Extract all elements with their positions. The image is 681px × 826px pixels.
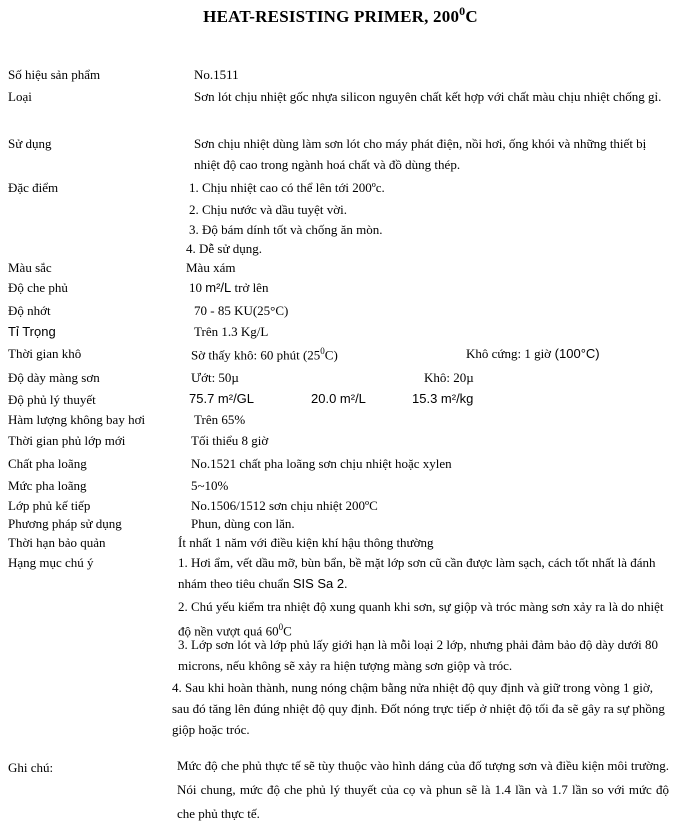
label-method: Phương pháp sử dụng xyxy=(8,516,122,531)
label-thinner: Chất pha loãng xyxy=(8,456,87,471)
label-thinner-ratio: Mức pha loãng xyxy=(8,478,87,493)
value-viscosity: 70 - 85 KU(25°C) xyxy=(194,303,289,318)
label-nonvolatile: Hàm lượng không bay hơi xyxy=(8,412,146,427)
value-coverage-gl: 75.7 m²/GL xyxy=(189,391,255,406)
label-theoretical-coverage: Độ phủ lý thuyết xyxy=(8,392,96,407)
label-features: Đặc điểm xyxy=(8,180,59,195)
value-nonvolatile: Trên 65% xyxy=(194,412,246,427)
note-item-2: 2. Chú yếu kiểm tra nhiệt độ xung quanh khi sơn, sự giộp và tróc màng sơn xảy ra là do nhiệt độ nền vượt quá $60^0C$ xyxy=(178,599,664,639)
label-density: Tỉ Trọng xyxy=(8,324,56,339)
label-remark: Ghi chú: xyxy=(8,760,54,775)
value-coverage-kg: 15.3 m²/kg xyxy=(412,391,474,406)
value-color: Màu xám xyxy=(186,260,236,275)
value-thinner: No.1521 chất pha loãng sơn chịu nhiệt hoặc xylen xyxy=(191,456,452,471)
label-viscosity: Độ nhớt xyxy=(8,303,51,318)
label-coverage: Độ che phủ xyxy=(8,280,68,295)
value-product-code: No.1511 xyxy=(194,67,239,82)
note-item-4: 4. Sau khi hoàn thành, nung nóng chậm bằng nửa nhiệt độ quy định và giữ trong vòng 1 giờ, sau đó tăng lên đúng nhiệt độ quy định. Đốt nóng trực tiếp ở nhiệt độ tối đa sẽ gây ra sự phồng giộp hoặc tróc. xyxy=(172,680,665,737)
value-method: Phun, dùng con lăn. xyxy=(191,516,295,531)
label-color: Màu sắc xyxy=(8,260,52,275)
value-next-coat: No.1506/1512 sơn chịu nhiệt 200ºC xyxy=(191,498,378,513)
value-remark: Mức độ che phủ thực tế sẽ tùy thuộc vào hình dáng của đố tượng sơn và điều kiện môi trường. Nói chung, mức độ che phủ lý thuyết của cọ và phun sẽ là 1.4 lần và 1.7 lần so với mức độ che phủ thực tế. xyxy=(177,758,669,821)
note-item-3: 3. Lớp sơn lót và lớp phủ lấy giới hạn là mỗi loại 2 lớp, nhưng phải đảm bảo độ dày dưới 80 microns, nếu không sẽ xảy ra hiện tượng màng sơn giộp và tróc. xyxy=(178,637,658,673)
value-dry-hard: Khô cứng: 1 giờ (100°C) xyxy=(466,346,600,361)
label-dry-time: Thời gian khô xyxy=(8,346,82,361)
feature-item-4: 4. Dễ sử dụng. xyxy=(186,241,263,256)
value-film-wet: Ướt: 50µ xyxy=(191,370,239,385)
label-shelf-life: Thời hạn bảo quản xyxy=(8,535,106,550)
feature-item-2: 2. Chịu nước và dầu tuyệt vời. xyxy=(189,202,347,217)
feature-item-1: 1. Chịu nhiệt cao có thể lên tới 200ºc. xyxy=(189,180,385,195)
value-thinner-ratio: 5~10% xyxy=(191,478,229,493)
value-coverage: 10 m²/L trở lên xyxy=(189,280,269,295)
label-recoat-time: Thời gian phủ lớp mới xyxy=(8,433,126,448)
document-title: HEAT-RESISTING PRIMER, $200^0C$ xyxy=(203,4,478,26)
feature-item-3: 3. Độ bám dính tốt và chống ăn mòn. xyxy=(189,222,383,237)
value-shelf-life: Ít nhất 1 năm với điều kiện khí hậu thông thường xyxy=(178,535,434,550)
note-item-1: 1. Hơi ẩm, vết dầu mỡ, bùn bẩn, bề mặt lớp sơn cũ cần được làm sạch, cách tốt nhất là đánh nhám theo tiêu chuẩn SIS Sa 2. xyxy=(178,555,656,591)
value-coverage-l: 20.0 m²/L xyxy=(311,391,366,406)
label-usage: Sử dụng xyxy=(8,136,52,151)
value-dry-touch: Sờ thấy khô: 60 phút $(25^0C)$ xyxy=(191,346,338,363)
label-product-code: Số hiệu sản phẩm xyxy=(8,67,101,82)
value-recoat-time: Tối thiểu 8 giờ xyxy=(191,433,269,448)
value-density: Trên 1.3 Kg/L xyxy=(194,324,269,339)
label-type: Loại xyxy=(8,89,32,104)
value-type: Sơn lót chịu nhiệt gốc nhựa silicon nguyên chất kết hợp với chất màu chịu nhiệt chống gỉ. xyxy=(194,89,662,104)
label-next-coat: Lớp phủ kế tiếp xyxy=(8,498,91,513)
value-usage: Sơn chịu nhiệt dùng làm sơn lót cho máy phát điện, nồi hơi, ống khói và những thiết bị nhiệt độ cao trong ngành hoá chất và đồ dùng thép. xyxy=(194,136,647,172)
value-film-dry: Khô: 20µ xyxy=(424,370,474,385)
label-film-thickness: Độ dày màng sơn xyxy=(8,370,100,385)
label-notes: Hạng mục chú ý xyxy=(8,555,94,570)
